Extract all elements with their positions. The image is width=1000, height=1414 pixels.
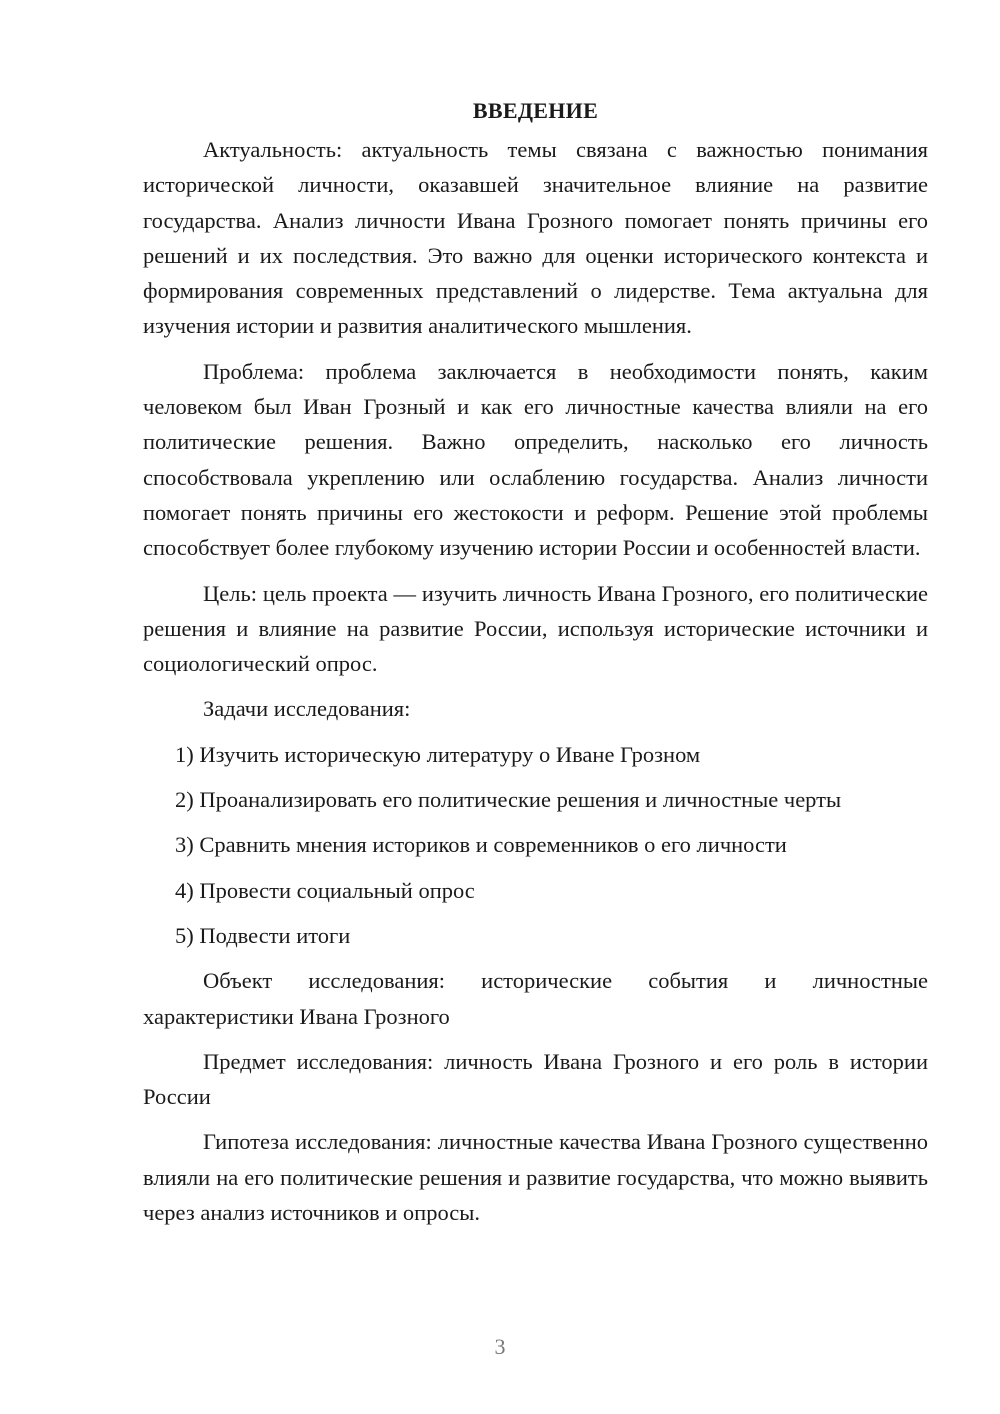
list-item: 3) Сравнить мнения историков и современников о его личности	[175, 832, 787, 858]
list-item: 2) Проанализировать его политические решения и личностные черты	[175, 787, 842, 813]
paragraph-goal: Цель: цель проекта — изучить личность Ивана Грозного, его политические решения и влияние на развитие России, используя исторические источники и социологический опрос.	[143, 580, 928, 677]
document-page	[143, 96, 928, 1240]
list-item: 4) Провести социальный опрос	[175, 877, 475, 903]
list-item: 1) Изучить историческую литературу о Иване Грозном	[175, 741, 701, 767]
page-title: ВВЕДЕНИЕ	[472, 98, 599, 123]
paragraph-hypothesis: Гипотеза исследования: личностные качества Ивана Грозного существенно влияли на его политические решения и развитие государства, что можно выявить через анализ источников и опросы.	[143, 1129, 928, 1226]
paragraph-object: Объект исследования: исторические события и личностные характеристики Ивана Грозного	[143, 968, 928, 1029]
list-item: 5) Подвести итоги	[175, 922, 351, 948]
tasks-list	[143, 737, 928, 953]
page-number: 3	[494, 1334, 506, 1359]
paragraph-relevance: Актуальность: актуальность темы связана с важностью понимания исторической личности, оказавшей значительное влияние на развитие государства. Анализ личности Ивана Грозного помогает понять причины его решений и их последствия. Это важно для оценки исторического контекста и формирования современных представлений о лидерстве. Тема актуальна для изучения истории и развития аналитического мышления.	[143, 137, 928, 339]
paragraph-problem: Проблема: проблема заключается в необходимости понять, каким человеком был Иван Грозный и как его личностные качества влияли на его политические решения. Важно определить, насколько его личность способствовала укреплению или ослаблению государства. Анализ личности помогает понять причины его жестокости и реформ. Решение этой проблемы способствует более глубокому изучению истории России и особенностей власти.	[143, 358, 928, 561]
paragraph-subject: Предмет исследования: личность Ивана Грозного и его роль в истории России	[143, 1048, 928, 1110]
tasks-heading: Задачи исследования:	[203, 696, 411, 722]
